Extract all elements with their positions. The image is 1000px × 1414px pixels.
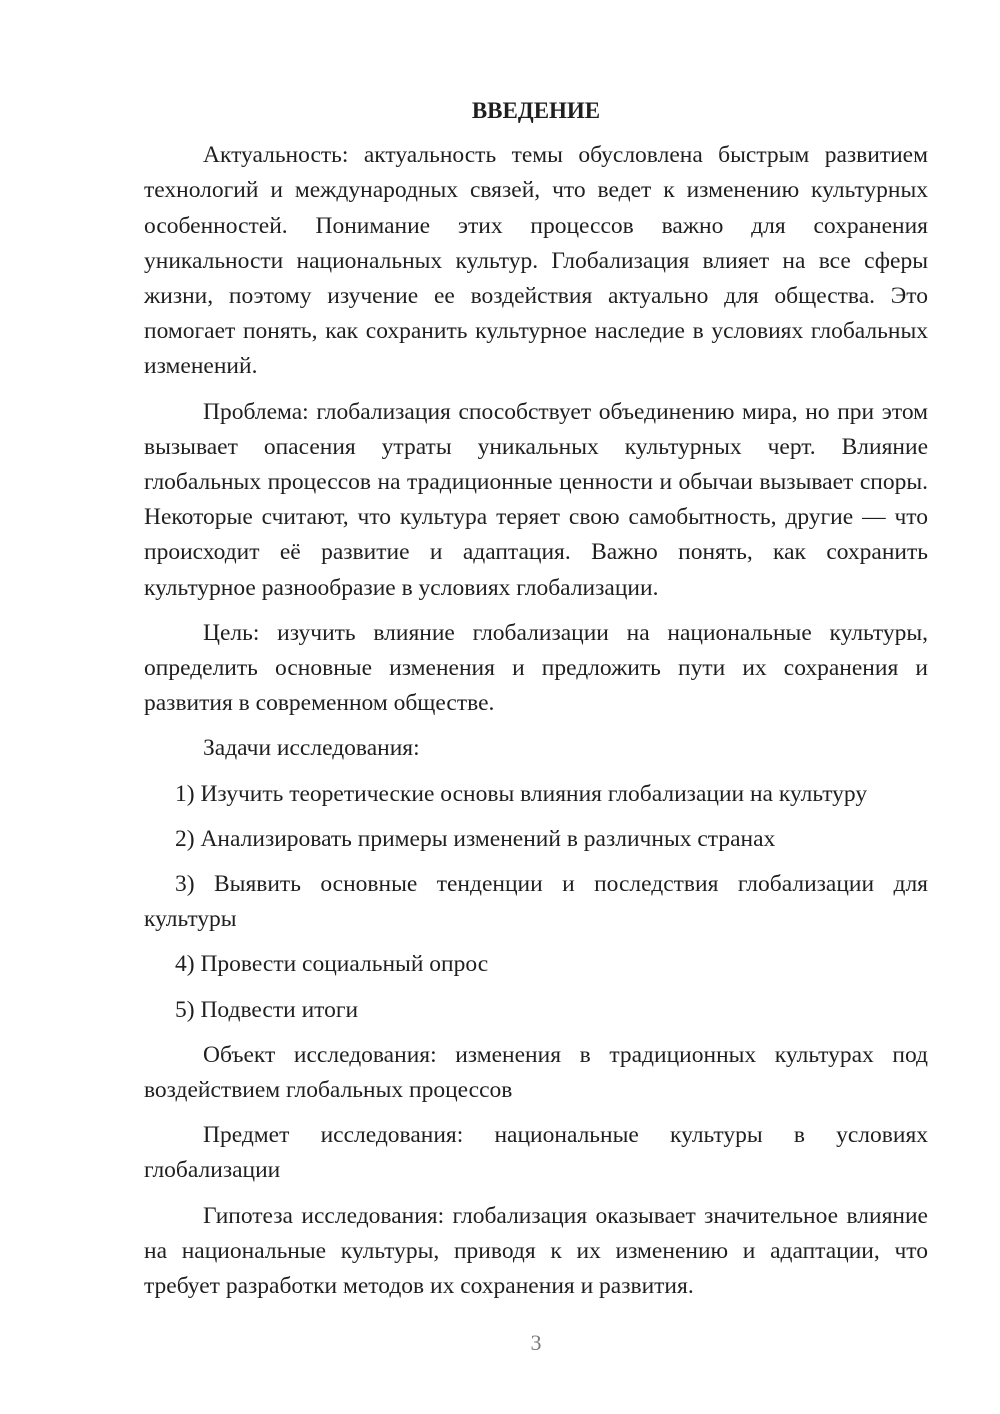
task-item: 5) Подвести итоги [175,996,359,1023]
task-item: 4) Провести социальный опрос [175,951,489,978]
task-item: 2) Анализировать примеры изменений в различных странах [175,825,776,852]
goal-paragraph: Цель: изучить влияние глобализации на национальные культуры, определить основные изменения и предложить пути их сохранения и развития в современном обществе. [144,619,928,717]
task-item: 1) Изучить теоретические основы влияния глобализации на культуру [175,780,868,807]
relevance-paragraph: Актуальность: актуальность темы обусловлена быстрым развитием технологий и международных связей, что ведет к изменению культурных особенностей. Понимание этих процессов важно для сохранения уникальности национальных культур. Глобализация влияет на все сферы жизни, поэтому изучение ее воздействия актуально для общества. Это помогает понять, как сохранить культурное наследие в условиях глобальных изменений. [144,142,928,380]
page-content [144,93,928,1314]
hypothesis-paragraph: Гипотеза исследования: глобализация оказывает значительное влияние на национальные культуры, приводя к их изменению и адаптации, что требует разработки методов их сохранения и развития. [144,1202,928,1300]
problem-paragraph: Проблема: глобализация способствует объединению мира, но при этом вызывает опасения утраты уникальных культурных черт. Влияние глобальных процессов на традиционные ценности и обычаи вызывает споры. Некоторые считают, что культура теряет свою самобытность, другие — что происходит её развитие и адаптация. Важно понять, как сохранить культурное разнообразие в условиях глобализации. [144,398,928,601]
object-paragraph: Объект исследования: изменения в традиционных культурах под воздействием глобальных процессов [144,1041,928,1104]
page-number: 3 [530,1330,542,1355]
section-title: ВВЕДЕНИЕ [471,98,601,123]
subject-paragraph: Предмет исследования: национальные культуры в условиях глобализации [144,1122,928,1184]
tasks-heading: Задачи исследования: [203,735,420,762]
task-item: 3) Выявить основные тенденции и последствия глобализации для культуры [144,871,928,933]
